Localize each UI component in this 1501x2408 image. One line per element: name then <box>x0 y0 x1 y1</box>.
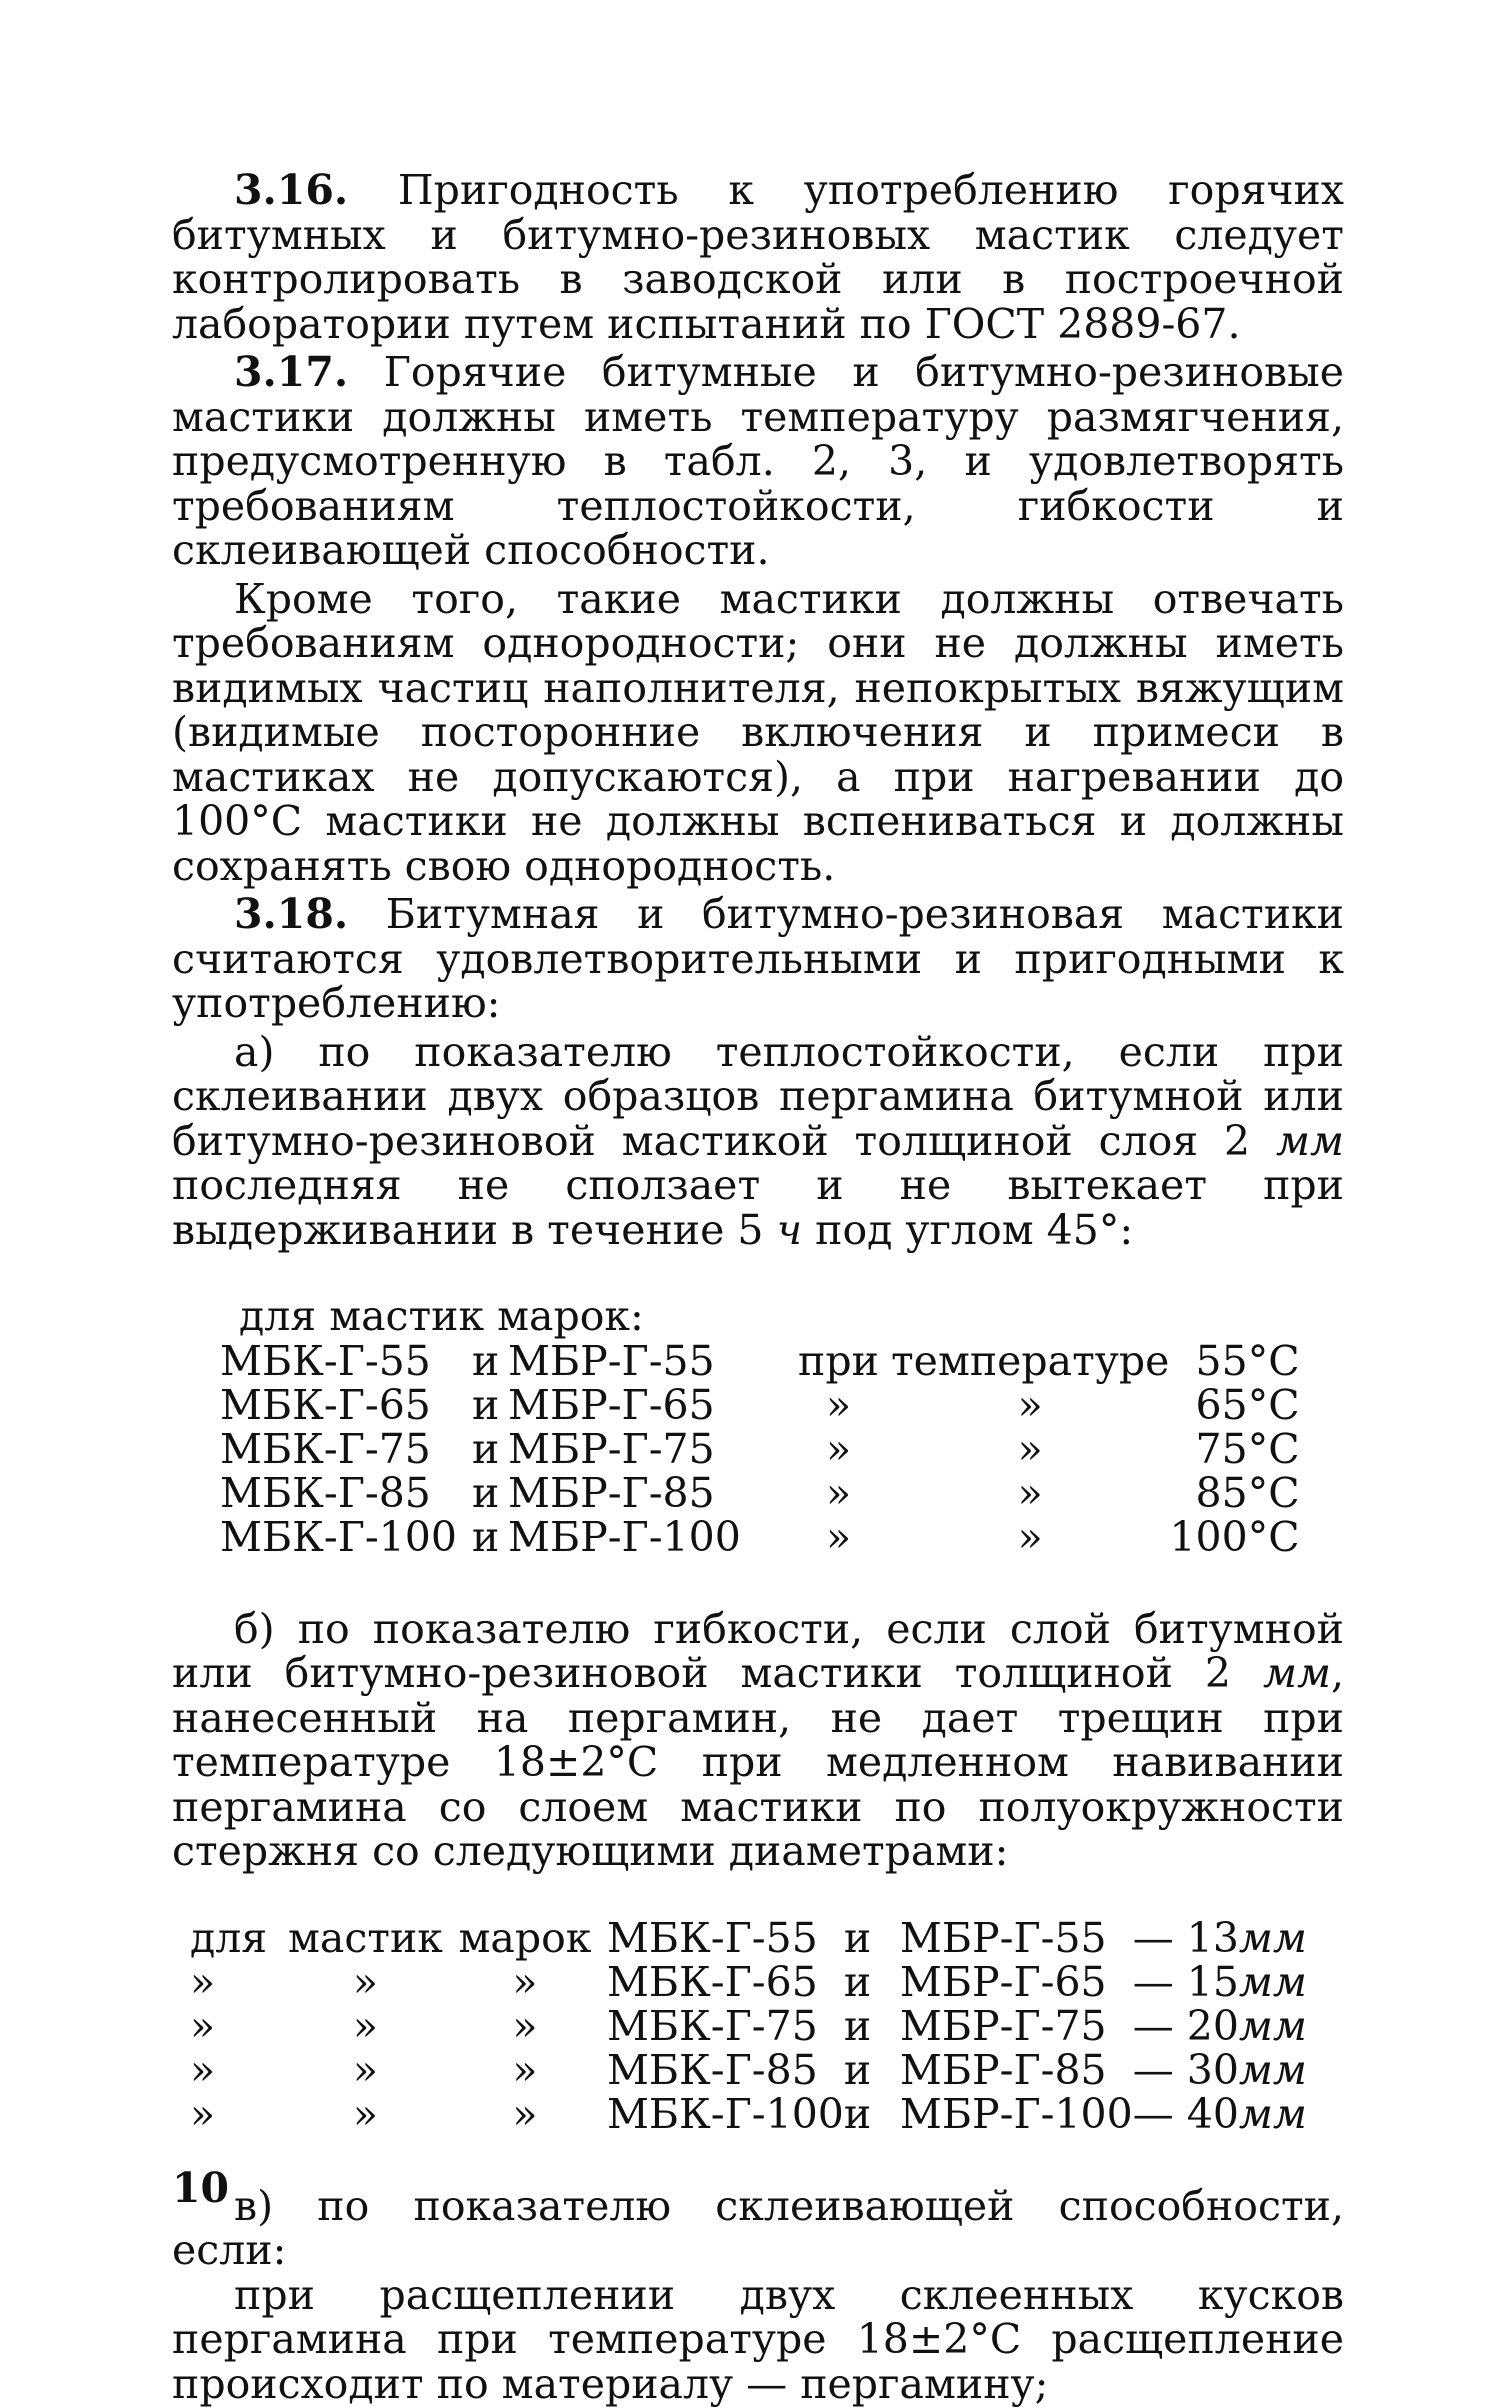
unit-h: ч <box>776 1205 803 1254</box>
text-part: последняя не сползает и не вытекает при выдерживании в течение 5 <box>172 1161 1344 1254</box>
grade-mbk: МБК-Г-65 <box>606 1957 818 2006</box>
text-part: под углом 45°: <box>802 1205 1134 1254</box>
text-part: , нанесенный на пергамин, не дает трещин при температуре 18±2°С при медленном навивании пергамина со слоем мастики по полуокружности стержня со следующими диаметрами: <box>172 1649 1344 1875</box>
paragraph-v-splitting: при расщеплении двух склеенных кусков пергамина при температуре 18±2°С расщепление происходит по материалу — пергамину; <box>172 2270 1344 2408</box>
lead-word: » <box>352 2045 379 2094</box>
table-row <box>220 1383 1300 1427</box>
grade-mbr: МБР-Г-55 <box>508 1336 715 1385</box>
grade-mbr: МБР-Г-65 <box>899 1957 1107 2006</box>
document-page <box>172 168 1344 2406</box>
condition-word: » <box>1017 1512 1043 1561</box>
conjunction: и <box>843 2089 872 2138</box>
diameter-value: — 20 <box>1132 2001 1239 2050</box>
condition-word: » <box>825 1424 852 1473</box>
table-row <box>190 2092 1307 2136</box>
grade-mbk: МБК-Г-100 <box>220 1512 457 1561</box>
paragraph-v-adhesion: в) по показателю склеивающей способности, если: <box>172 2181 1344 2274</box>
table-row <box>220 1515 1300 1559</box>
temperature-value: 55°С <box>1195 1336 1300 1385</box>
grade-mbr: МБР-Г-100 <box>899 2089 1133 2138</box>
unit-mm: мм <box>1238 2001 1307 2050</box>
grade-mbr: МБР-Г-75 <box>899 2001 1107 2050</box>
condition-word: » <box>825 1512 852 1561</box>
table-row <box>220 1471 1300 1515</box>
clause-text: Битумная и битумно-резиновая мастики считаются удовлетворительными и пригодными к употреблению: <box>172 890 1344 1027</box>
lead-word: » <box>352 2089 379 2138</box>
paragraph-b-flexibility <box>172 1604 1344 1875</box>
grade-mbr: МБР-Г-75 <box>508 1424 715 1473</box>
text-part: б) по показателю гибкости, если слой битумной или битумно-резиновой мастики толщиной 2 <box>172 1604 1344 1697</box>
conjunction: и <box>472 1512 500 1561</box>
grade-mbk: МБК-Г-65 <box>220 1380 431 1429</box>
grade-mbr: МБР-Г-85 <box>899 2045 1107 2094</box>
lead-word: марок <box>458 1913 592 1962</box>
grade-mbk: МБК-Г-75 <box>606 2001 818 2050</box>
conjunction: и <box>843 1957 872 2006</box>
conjunction: и <box>843 2001 872 2050</box>
grade-mbk: МБК-Г-85 <box>220 1468 431 1517</box>
temperature-value: 85°С <box>1195 1468 1300 1517</box>
diameter-value: — 40 <box>1132 2089 1239 2138</box>
condition-word: » <box>1017 1424 1043 1473</box>
lead-word: » <box>352 1957 379 2006</box>
table-row <box>190 1960 1307 2004</box>
clause-text: Пригодность к употреблению горячих битумных и битумно-резиновых мастик следует контролировать в заводской или в построечной лаборатории путем испытаний по ГОСТ 2889-67. <box>172 166 1344 348</box>
grade-mbk: МБК-Г-85 <box>606 2045 818 2094</box>
grade-mbr: МБР-Г-100 <box>508 1512 741 1561</box>
paragraph-3-18 <box>172 892 1344 1026</box>
clause-number: 3.18. <box>234 890 349 938</box>
temperature-value: 65°С <box>1195 1380 1300 1429</box>
lead-word: » <box>190 2089 216 2138</box>
clause-number: 3.16. <box>234 166 349 214</box>
diameter-value: — 30 <box>1132 2045 1239 2094</box>
unit-mm: мм <box>1276 1116 1344 1165</box>
unit-mm: мм <box>1238 1913 1307 1962</box>
clause-number: 3.17. <box>234 348 349 396</box>
page-number: 10 <box>172 2164 230 2212</box>
conjunction: и <box>843 1913 872 1962</box>
table-row <box>190 2048 1307 2092</box>
text-part: а) по показателю теплостойкости, если при склеивании двух образцов пергамина битумной или битумно-резиновой мастикой толщиной слоя 2 <box>172 1027 1344 1165</box>
paragraph-3-17-continued: Кроме того, такие мастики должны отвечать требованиям однородности; они не должны иметь видимых частиц наполнителя, непокрытых вяжущим (видимые посторонние включения и примеси в мастиках не допускаются), а при нагревании до 100°С мастики не должны вспениваться и должны сохранять свою однородность. <box>172 574 1344 890</box>
paragraph-a-heat-resistance <box>172 1027 1344 1254</box>
table-row <box>220 1427 1300 1471</box>
conjunction: и <box>472 1468 500 1517</box>
lead-word: » <box>512 1957 538 2006</box>
diameter-value: — 15 <box>1132 1957 1239 2006</box>
heat-resistance-table <box>220 1336 1300 1561</box>
unit-mm: мм <box>1238 2045 1307 2094</box>
condition-word: температуре <box>891 1336 1170 1385</box>
conjunction: и <box>472 1424 500 1473</box>
grade-mbr: МБР-Г-55 <box>899 1913 1107 1962</box>
heat-table-lead: для мастик марок: <box>239 1292 644 1340</box>
paragraph-3-17 <box>172 350 1344 573</box>
condition-word: » <box>1017 1468 1043 1517</box>
unit-mm: мм <box>1262 1649 1331 1697</box>
lead-word: » <box>512 2001 538 2050</box>
grade-mbk: МБК-Г-100 <box>606 2089 844 2138</box>
condition-word: при <box>798 1336 879 1385</box>
temperature-value: 75°С <box>1195 1424 1300 1473</box>
unit-mm: мм <box>1238 2089 1307 2138</box>
grade-mbk: МБК-Г-55 <box>220 1336 431 1385</box>
lead-word: » <box>512 2045 538 2094</box>
lead-word: для <box>190 1913 268 1962</box>
conjunction: и <box>472 1380 500 1429</box>
grade-mbr: МБР-Г-65 <box>508 1380 715 1429</box>
grade-mbk: МБК-Г-75 <box>220 1424 431 1473</box>
unit-mm: мм <box>1238 1957 1307 2006</box>
table-row <box>190 2004 1307 2048</box>
clause-text: Горячие битумные и битумно-резиновые мастики должны иметь температуру размягчения, предусмотренную в табл. 2, 3, и удовлетворять требованиям теплостойкости, гибкости и склеивающей способности. <box>172 348 1344 574</box>
diameter-value: — 13 <box>1132 1913 1239 1962</box>
lead-word: » <box>352 2001 379 2050</box>
lead-word: мастик <box>288 1913 443 1962</box>
lead-word: » <box>190 2001 216 2050</box>
table-row <box>190 1916 1307 1960</box>
table-row <box>220 1339 1300 1383</box>
conjunction: и <box>843 2045 872 2094</box>
condition-word: » <box>825 1380 852 1429</box>
condition-word: » <box>825 1468 852 1517</box>
condition-word: » <box>1017 1380 1043 1429</box>
conjunction: и <box>472 1336 500 1385</box>
lead-word: » <box>190 2045 216 2094</box>
temperature-value: 100°С <box>1169 1512 1300 1561</box>
grade-mbk: МБК-Г-55 <box>606 1913 818 1962</box>
paragraph-3-16 <box>172 168 1344 346</box>
lead-word: » <box>512 2089 538 2138</box>
grade-mbr: МБР-Г-85 <box>508 1468 715 1517</box>
flexibility-table <box>190 1913 1307 2138</box>
lead-word: » <box>190 1957 216 2006</box>
